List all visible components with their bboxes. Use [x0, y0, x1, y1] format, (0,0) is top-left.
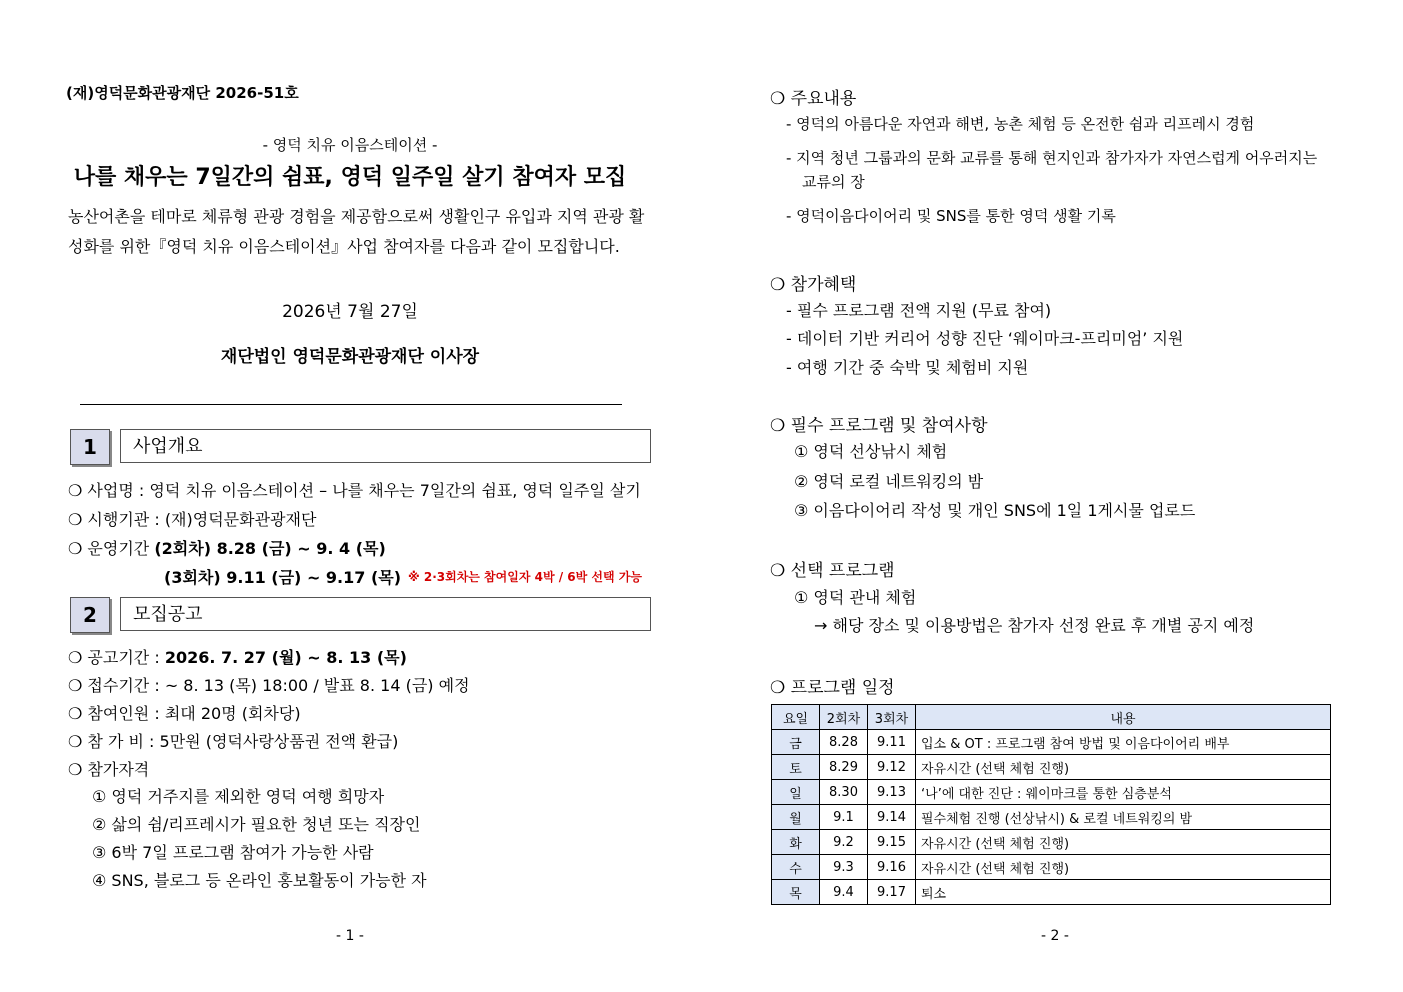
cell-round-3: 9.16 [868, 855, 916, 880]
cell-day: 수 [772, 855, 820, 880]
period-round-2: (2회차) 8.28 (금) ~ 9. 4 (목) [154, 539, 386, 558]
page-title: 나를 채우는 7일간의 쉼표, 영덕 일주일 살기 참여자 모집 [73, 165, 627, 190]
table-row [772, 830, 1331, 855]
cell-day: 토 [772, 755, 820, 780]
cell-round-2: 8.29 [820, 755, 868, 780]
benefits-heading: ❍ 참가혜택 [770, 275, 857, 295]
optional-item-note: → 해당 장소 및 이용방법은 참가자 선정 완료 후 개별 공지 예정 [814, 616, 1255, 635]
main-content-item-2-cont: 교류의 장 [802, 173, 865, 191]
cell-round-2: 9.2 [820, 830, 868, 855]
required-item-1: ① 영덕 선상낚시 체험 [794, 442, 948, 461]
qualification-heading: ❍ 참가자격 [68, 760, 150, 779]
document-number: (재)영덕문화관광재단 2026-51호 [66, 84, 299, 102]
participation-fee: ❍ 참 가 비 : 5만원 (영덕사랑상품권 전액 환급) [68, 732, 399, 751]
table-row [772, 855, 1331, 880]
cell-day: 일 [772, 780, 820, 805]
page-number-2: - 2 - [1041, 928, 1069, 944]
table-row [772, 880, 1331, 905]
benefit-2: - 데이터 기반 커리어 성향 진단 ‘웨이마크-프리미엄’ 지원 [786, 329, 1184, 348]
header-content: 내용 [916, 705, 1331, 730]
cell-day: 화 [772, 830, 820, 855]
cell-round-2: 9.1 [820, 805, 868, 830]
table-row [772, 805, 1331, 830]
required-item-2: ② 영덕 로컬 네트워킹의 밤 [794, 472, 984, 491]
qualification-1: ① 영덕 거주지를 제외한 영덕 여행 희망자 [92, 787, 385, 806]
qualification-2: ② 삶의 쉼/리프레시가 필요한 청년 또는 직장인 [92, 815, 421, 834]
announcement-date: 2026년 7월 27일 [282, 302, 418, 322]
schedule-header-row [772, 705, 1331, 730]
cell-round-2: 9.4 [820, 880, 868, 905]
section-2-title: 모집공고 [120, 597, 651, 631]
schedule-heading: ❍ 프로그램 일정 [770, 678, 895, 698]
main-content-item-2: - 지역 청년 그룹과의 문화 교류를 통해 현지인과 참가자가 자연스럽게 어우러지는 [786, 149, 1318, 167]
cell-round-3: 9.15 [868, 830, 916, 855]
operation-period-label: ❍ 운영기간 [68, 539, 155, 558]
signer: 재단법인 영덕문화관광재단 이사장 [220, 347, 480, 367]
cell-round-3: 9.17 [868, 880, 916, 905]
cell-day: 월 [772, 805, 820, 830]
participants: ❍ 참여인원 : 최대 20명 (회차당) [68, 704, 301, 723]
table-row [772, 730, 1331, 755]
organizer: ❍ 시행기관 : (재)영덕문화관광재단 [68, 510, 317, 529]
section-1-number: 1 [70, 429, 110, 465]
main-content-heading: ❍ 주요내용 [770, 89, 857, 109]
optional-item-1: ① 영덕 관내 체험 [794, 588, 917, 607]
cell-round-3: 9.11 [868, 730, 916, 755]
benefit-1: - 필수 프로그램 전액 지원 (무료 참여) [786, 301, 1052, 320]
notice-period [68, 645, 407, 668]
qualification-4: ④ SNS, 블로그 등 온라인 홍보활동이 가능한 자 [92, 871, 427, 890]
business-name: ❍ 사업명 : 영덕 치유 이음스테이션 – 나를 채우는 7일간의 쉼표, 영덕 일주일 살기 [68, 481, 641, 500]
cell-day: 목 [772, 880, 820, 905]
page-number-1: - 1 - [336, 928, 364, 944]
section-2-number: 2 [70, 597, 110, 633]
cell-content: 입소 & OT : 프로그램 참여 방법 및 이음다이어리 배부 [916, 730, 1331, 755]
subtitle: - 영덕 치유 이음스테이션 - [262, 136, 438, 154]
header-day: 요일 [772, 705, 820, 730]
notice-period-label: ❍ 공고기간 : [68, 648, 165, 667]
required-heading: ❍ 필수 프로그램 및 참여사항 [770, 416, 988, 436]
cell-day: 금 [772, 730, 820, 755]
main-content-item-1: - 영덕의 아름다운 자연과 해변, 농촌 체험 등 온전한 쉼과 리프레시 경험 [786, 115, 1255, 133]
cell-round-2: 8.28 [820, 730, 868, 755]
qualification-3: ③ 6박 7일 프로그램 참여가 가능한 사람 [92, 843, 374, 862]
cell-round-3: 9.13 [868, 780, 916, 805]
cell-round-3: 9.14 [868, 805, 916, 830]
optional-heading: ❍ 선택 프로그램 [770, 561, 895, 581]
table-row [772, 780, 1331, 805]
schedule-table [771, 704, 1331, 905]
cell-content: 자유시간 (선택 체험 진행) [916, 755, 1331, 780]
operation-period-row-1 [68, 536, 386, 559]
intro-line-2: 성화를 위한『영덕 치유 이음스테이션』사업 참여자를 다음과 같이 모집합니다. [68, 237, 620, 256]
cell-round-2: 9.3 [820, 855, 868, 880]
cell-round-2: 8.30 [820, 780, 868, 805]
section-1-title: 사업개요 [120, 429, 651, 463]
header-round-3: 3회차 [868, 705, 916, 730]
application-period: ❍ 접수기간 : ~ 8. 13 (목) 18:00 / 발표 8. 14 (금) 예정 [68, 676, 470, 695]
cell-round-3: 9.12 [868, 755, 916, 780]
cell-content: 자유시간 (선택 체험 진행) [916, 830, 1331, 855]
main-content-item-3: - 영덕이음다이어리 및 SNS를 통한 영덕 생활 기록 [786, 207, 1116, 225]
benefit-3: - 여행 기간 중 숙박 및 체험비 지원 [786, 358, 1029, 377]
cell-content: ‘나’에 대한 진단 : 웨이마크를 통한 심층분석 [916, 780, 1331, 805]
cell-content: 퇴소 [916, 880, 1331, 905]
cell-content: 자유시간 (선택 체험 진행) [916, 855, 1331, 880]
period-note: ※ 2·3회차는 참여일자 4박 / 6박 선택 가능 [408, 570, 642, 584]
notice-period-value: 2026. 7. 27 (월) ~ 8. 13 (목) [164, 648, 407, 667]
intro-line-1: 농산어촌을 테마로 체류형 관광 경험을 제공함으로써 생활인구 유입과 지역 관광 활 [68, 207, 645, 226]
header-round-2: 2회차 [820, 705, 868, 730]
period-round-3: (3회차) 9.11 (금) ~ 9.17 (목) [164, 568, 402, 587]
required-item-3: ③ 이음다이어리 작성 및 개인 SNS에 1일 1게시물 업로드 [794, 501, 1196, 520]
divider [80, 404, 622, 405]
cell-content: 필수체험 진행 (선상낚시) & 로컬 네트워킹의 밤 [916, 805, 1331, 830]
table-row [772, 755, 1331, 780]
